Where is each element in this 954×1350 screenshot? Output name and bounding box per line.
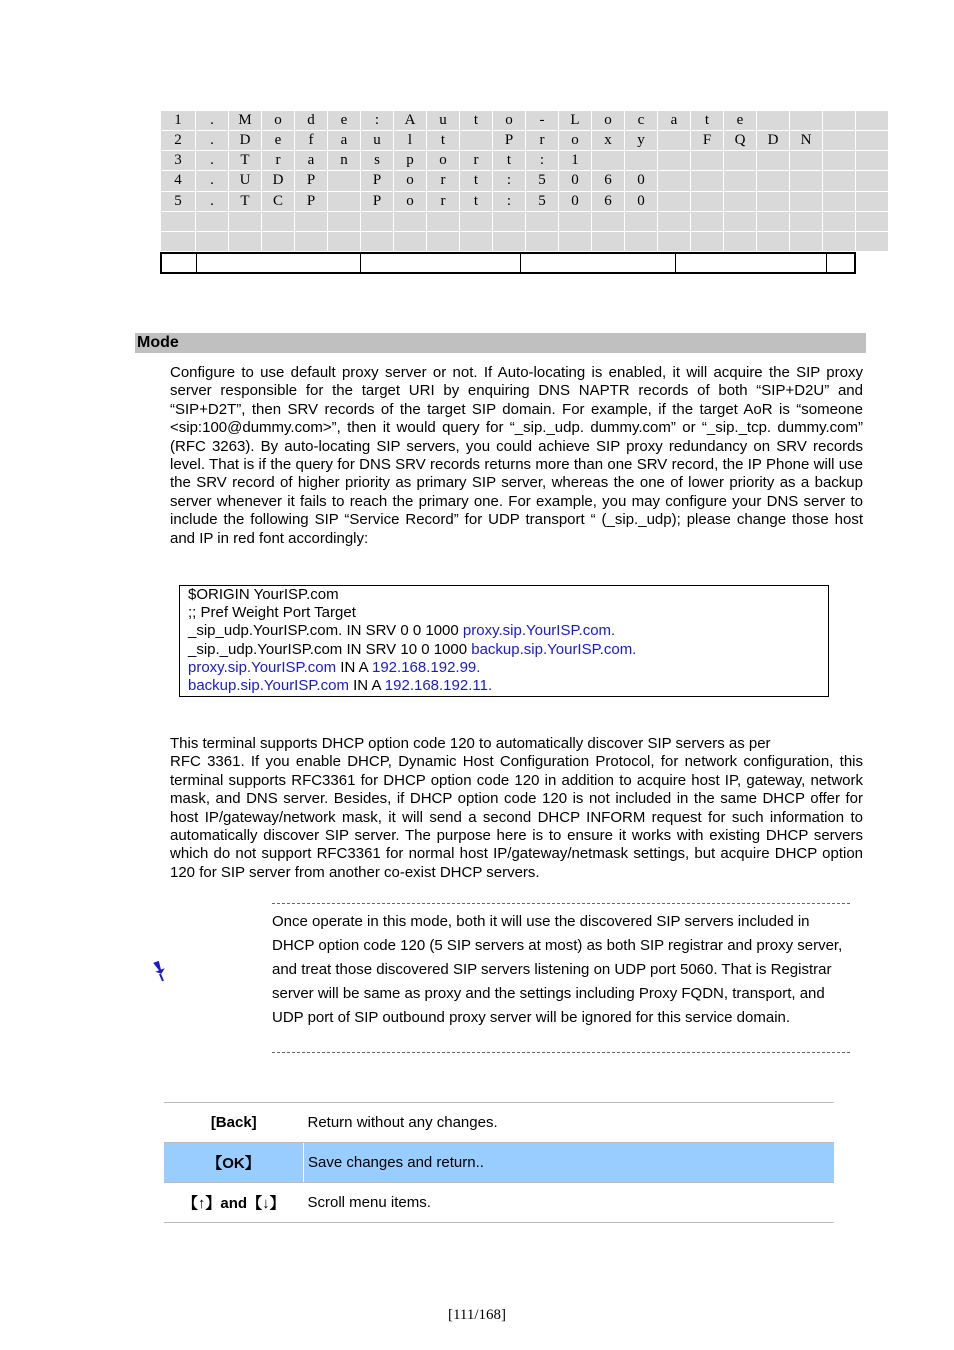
key-description: Save changes and return.. (304, 1143, 835, 1183)
lcd-cell: s (361, 151, 394, 171)
lcd-cell (295, 231, 328, 251)
lcd-cell: a (295, 151, 328, 171)
lcd-cell (526, 231, 559, 251)
lcd-cell (229, 231, 262, 251)
lcd-cell: c (625, 111, 658, 131)
lcd-cell (361, 231, 394, 251)
lcd-cell: . (196, 171, 229, 191)
lcd-cell: t (460, 171, 493, 191)
lcd-cell: p (394, 151, 427, 171)
lcd-cell (856, 171, 889, 191)
note-box (272, 903, 850, 1053)
dhcp-paragraph: RFC 3361. If you enable DHCP, Dynamic Host Configuration Protocol, for network configuration, this terminal supports RFC3361 for DHCP option code 120 in addition to acquire host IP, gateway, network mask, and DNS server. Besides, if DHCP option code 120 is not included in the same DHCP offer for host IP/gateway/network mask, it will send a second DHCP INFORM request for such information to automatically discover SIP server. The purpose here is to ensure it works with existing DHCP servers which do not support RFC3361 for normal host IP/gateway/netmask settings, but acquire DHCP option 120 for SIP server from another co-exist DHCP servers. (170, 753, 863, 881)
dns-srv-example (179, 585, 829, 697)
lcd-cell: . (196, 111, 229, 131)
lcd-row (161, 231, 889, 251)
lcd-cell: r (526, 131, 559, 151)
lcd-cell: o (262, 111, 295, 131)
lcd-cell (724, 231, 757, 251)
lcd-cell: D (229, 131, 262, 151)
softkey-slot (197, 254, 361, 272)
lcd-cell: N (790, 131, 823, 151)
lcd-cell: 3 (161, 151, 196, 171)
dhcp-paragraph-first-line: This terminal supports DHCP option code 120 to automatically discover SIP servers as per (170, 735, 771, 752)
lcd-cell (229, 211, 262, 231)
lcd-cell: P (493, 131, 526, 151)
lcd-cell: M (229, 111, 262, 131)
lcd-cell: Q (724, 131, 757, 151)
lcd-cell (394, 211, 427, 231)
note-text: Once operate in this mode, both it will use the discovered SIP servers included in DHCP option code 120 (5 SIP servers at most) as both SIP registrar and proxy server, and treat those discovered SIP servers listening on UDP port 5060. That is Registrar server will be same as proxy and the settings including Proxy FQDN, transport, and UDP port of SIP outbound proxy server will be ignored for this service domain. (272, 913, 843, 1026)
lcd-cell: r (460, 151, 493, 171)
lcd-cell: n (328, 151, 361, 171)
lcd-cell: f (295, 131, 328, 151)
lcd-cell: l (394, 131, 427, 151)
lcd-cell (823, 171, 856, 191)
lcd-cell (757, 111, 790, 131)
lcd-cell (658, 211, 691, 231)
lcd-cell (460, 131, 493, 151)
lcd-row (161, 111, 889, 131)
lcd-cell: 6 (592, 191, 625, 211)
key-row-scroll (164, 1183, 834, 1223)
lcd-cell (460, 211, 493, 231)
lcd-row (161, 171, 889, 191)
lcd-cell: e (328, 111, 361, 131)
lcd-cell (196, 211, 229, 231)
lcd-cell (691, 171, 724, 191)
lcd-cell (724, 191, 757, 211)
lcd-cell (262, 231, 295, 251)
section-header (135, 333, 866, 353)
lcd-cell (196, 231, 229, 251)
lcd-cell: r (427, 191, 460, 211)
lcd-row (161, 191, 889, 211)
lcd-cell: L (559, 111, 592, 131)
lcd-cell (856, 231, 889, 251)
mode-description: Configure to use default proxy server or not. If Auto-locating is enabled, it will acquire the SIP proxy server responsible for the target URI by enquiring DNS NAPTR records of both “SIP+D2U” and “SIP+D2T”, then SRV records of the target SIP domain. For example, if the target AoR is “someone <sip:100@dummy.com>”, then it would query for “_sip._udp. dummy.com” or “_sip._tcp. dummy.com” (RFC 3263). By auto-locating SIP servers, you could achieve SIP proxy redundancy on SRV records level. That is if the query for DNS SRV records returns more than one SRV record, the IP Phone will use the SRV record of higher priority as primary SIP server, whereas the one of lower priority as a backup server whenever it fails to reach the primary one. For example, you may configure your DNS server to include the following SIP “Service Record” for UDP transport “ (_sip._udp); please change those host and IP in red font accordingly: (170, 364, 863, 547)
lcd-cell: y (625, 131, 658, 151)
code-line: $ORIGIN YourISP.com (188, 586, 339, 603)
lcd-cell (394, 231, 427, 251)
lcd-row (161, 211, 889, 231)
lcd-cell (724, 211, 757, 231)
lcd-cell: t (691, 111, 724, 131)
lcd-cell (658, 171, 691, 191)
code-line: proxy.sip.YourISP.com IN A 192.168.192.99. (188, 658, 481, 676)
lcd-cell: o (559, 131, 592, 151)
lcd-cell (790, 111, 823, 131)
lcd-cell: t (460, 111, 493, 131)
lcd-cell: o (394, 171, 427, 191)
lcd-cell (526, 211, 559, 231)
lcd-cell: r (262, 151, 295, 171)
lcd-cell: P (361, 191, 394, 211)
lcd-cell (757, 211, 790, 231)
lcd-cell (691, 231, 724, 251)
lcd-cell: 5 (526, 191, 559, 211)
lcd-cell (757, 171, 790, 191)
lcd-cell: A (394, 111, 427, 131)
lcd-cell (328, 171, 361, 191)
lcd-cell: U (229, 171, 262, 191)
lcd-cell: T (229, 191, 262, 211)
lcd-cell (724, 171, 757, 191)
lcd-cell: D (757, 131, 790, 151)
key-label: 【↑】and【↓】 (164, 1183, 304, 1223)
lcd-cell (691, 191, 724, 211)
lcd-cell: 0 (625, 171, 658, 191)
lcd-cell (757, 151, 790, 171)
lcd-row (161, 131, 889, 151)
lcd-cell: D (262, 171, 295, 191)
lcd-cell: F (691, 131, 724, 151)
lcd-cell (691, 211, 724, 231)
page-number: [111/168] (447, 1307, 507, 1323)
lcd-cell: 6 (592, 171, 625, 191)
lcd-cell: : (526, 151, 559, 171)
lcd-cell (823, 151, 856, 171)
lcd-cell (856, 211, 889, 231)
lcd-cell (856, 111, 889, 131)
lcd-cell: e (262, 131, 295, 151)
lcd-cell (161, 211, 196, 231)
lcd-cell (757, 231, 790, 251)
lcd-cell (625, 231, 658, 251)
lcd-cell: u (427, 111, 460, 131)
softkey-slot (521, 254, 676, 272)
lcd-cell: 0 (559, 191, 592, 211)
code-line: _sip._udp.YourISP.com IN SRV 10 0 1000 backup.sip.YourISP.com. (188, 640, 637, 658)
lcd-cell (460, 231, 493, 251)
lcd-cell (328, 211, 361, 231)
lcd-cell (724, 151, 757, 171)
lcd-cell (625, 151, 658, 171)
lcd-character-grid (160, 110, 889, 252)
lcd-cell: : (493, 191, 526, 211)
lcd-cell (361, 211, 394, 231)
lcd-cell: P (361, 171, 394, 191)
lcd-cell (856, 151, 889, 171)
lcd-cell (427, 211, 460, 231)
lcd-cell (856, 131, 889, 151)
lcd-cell: 0 (559, 171, 592, 191)
lcd-cell (823, 211, 856, 231)
lcd-screen (160, 110, 856, 274)
lcd-cell (790, 151, 823, 171)
code-line: backup.sip.YourISP.com IN A 192.168.192.11. (188, 677, 493, 695)
lcd-cell (823, 131, 856, 151)
lcd-cell: t (427, 131, 460, 151)
lcd-cell (823, 111, 856, 131)
lcd-cell: e (724, 111, 757, 131)
lcd-cell: a (658, 111, 691, 131)
lcd-cell (691, 151, 724, 171)
lcd-cell (559, 231, 592, 251)
lcd-cell (790, 171, 823, 191)
lcd-cell: . (196, 151, 229, 171)
lcd-cell: 2 (161, 131, 196, 151)
lcd-cell: . (196, 131, 229, 151)
lcd-cell (295, 211, 328, 231)
lcd-cell: T (229, 151, 262, 171)
key-row-back (164, 1103, 834, 1143)
lcd-cell (823, 231, 856, 251)
pushpin-icon (152, 958, 168, 982)
key-label: [Back] (164, 1103, 304, 1143)
lcd-cell: P (295, 191, 328, 211)
lcd-cell (328, 231, 361, 251)
key-description: Return without any changes. (304, 1103, 835, 1143)
lcd-cell: C (262, 191, 295, 211)
lcd-cell (592, 151, 625, 171)
code-line: ;; Pref Weight Port Target (188, 604, 356, 622)
lcd-cell (559, 211, 592, 231)
lcd-cell (592, 231, 625, 251)
key-row-ok (164, 1143, 834, 1183)
lcd-cell: t (493, 151, 526, 171)
lcd-cell (790, 231, 823, 251)
lcd-cell: r (427, 171, 460, 191)
lcd-cell (592, 211, 625, 231)
lcd-cell: 1 (559, 151, 592, 171)
lcd-cell: o (493, 111, 526, 131)
lcd-cell (658, 191, 691, 211)
lcd-cell (823, 191, 856, 211)
lcd-cell (493, 211, 526, 231)
key-function-table (164, 1102, 834, 1223)
lcd-cell: d (295, 111, 328, 131)
lcd-cell: 5 (526, 171, 559, 191)
lcd-cell: a (328, 131, 361, 151)
lcd-cell (625, 211, 658, 231)
lcd-softkey-bar (160, 252, 856, 274)
lcd-cell: o (592, 111, 625, 131)
lcd-cell: o (427, 151, 460, 171)
lcd-cell: . (196, 191, 229, 211)
lcd-cell (790, 191, 823, 211)
key-label: 【OK】 (164, 1143, 304, 1183)
lcd-cell (856, 191, 889, 211)
lcd-cell (493, 231, 526, 251)
lcd-cell (658, 151, 691, 171)
section-title: Mode (137, 334, 179, 351)
lcd-row (161, 151, 889, 171)
lcd-cell (262, 211, 295, 231)
softkey-slot (676, 254, 827, 272)
lcd-cell: : (493, 171, 526, 191)
lcd-cell: 4 (161, 171, 196, 191)
lcd-cell: t (460, 191, 493, 211)
lcd-cell (658, 231, 691, 251)
key-description: Scroll menu items. (304, 1183, 835, 1223)
lcd-cell (790, 211, 823, 231)
lcd-cell: u (361, 131, 394, 151)
softkey-slot (827, 254, 854, 272)
lcd-cell: o (394, 191, 427, 211)
lcd-cell: x (592, 131, 625, 151)
code-line: _sip_udp.YourISP.com. IN SRV 0 0 1000 proxy.sip.YourISP.com. (188, 622, 616, 640)
lcd-cell: 0 (625, 191, 658, 211)
lcd-cell: 5 (161, 191, 196, 211)
lcd-cell (658, 131, 691, 151)
lcd-cell (757, 191, 790, 211)
lcd-cell: 1 (161, 111, 196, 131)
lcd-cell (328, 191, 361, 211)
softkey-slot (162, 254, 197, 272)
softkey-slot (361, 254, 522, 272)
lcd-cell (161, 231, 196, 251)
lcd-cell: - (526, 111, 559, 131)
lcd-cell: P (295, 171, 328, 191)
lcd-cell (427, 231, 460, 251)
lcd-cell: : (361, 111, 394, 131)
